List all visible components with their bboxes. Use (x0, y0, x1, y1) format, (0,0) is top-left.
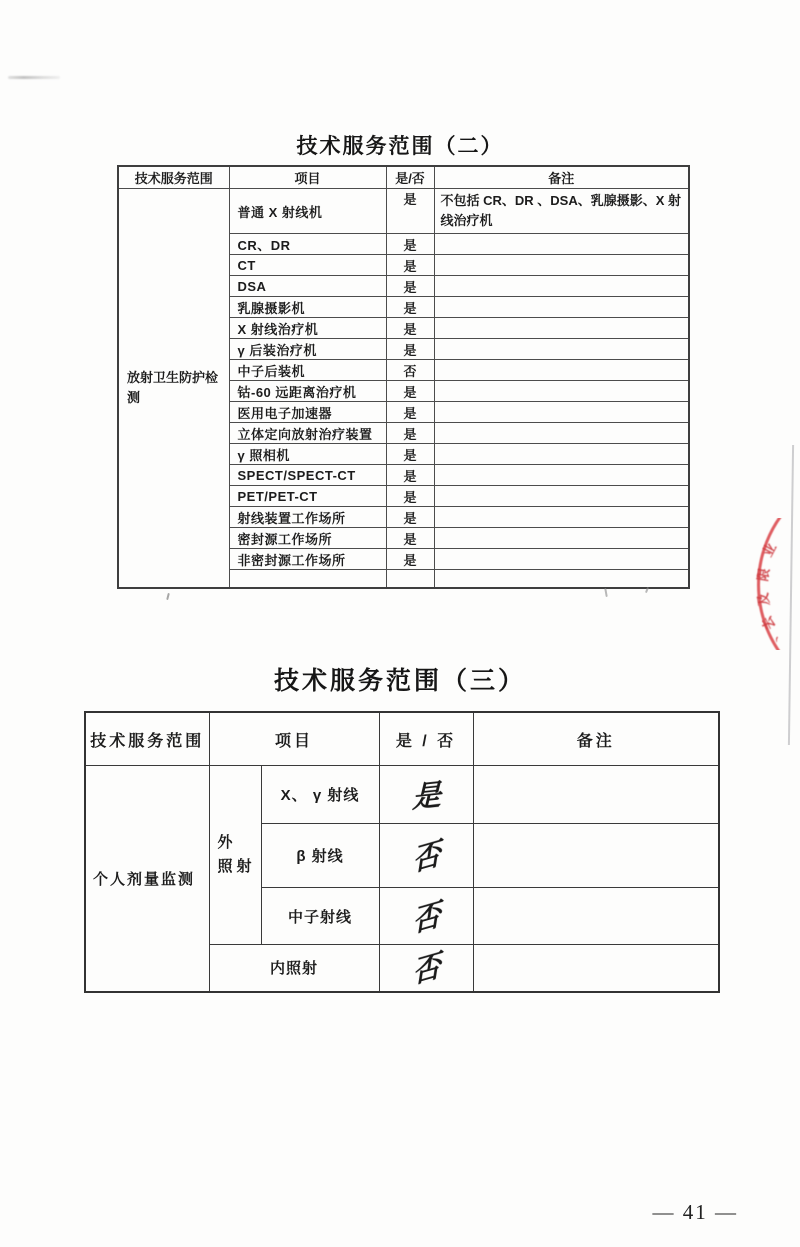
item-cell: β 射线 (261, 824, 379, 888)
yesno-cell: 是 (386, 465, 434, 486)
remark-cell (434, 276, 689, 297)
remark-cell (434, 444, 689, 465)
remark-cell (434, 528, 689, 549)
scope-cell: 放射卫生防护检测 (118, 189, 229, 588)
table2-header-yesno: 是/否 (386, 166, 434, 189)
scan-stray-mark (604, 588, 608, 597)
item-cell: 中子射线 (261, 888, 379, 945)
remark-cell (434, 255, 689, 276)
item-cell: 非密封源工作场所 (229, 549, 386, 570)
seal-glyph: 及 (755, 591, 772, 607)
item-cell (229, 570, 386, 588)
yesno-cell: 是 (386, 189, 434, 234)
remark-cell (434, 507, 689, 528)
yesno-cell: 是 (386, 276, 434, 297)
item-cell: CR、DR (229, 234, 386, 255)
yesno-cell: 是 (386, 297, 434, 318)
remark-cell (434, 360, 689, 381)
remark-cell (434, 465, 689, 486)
yesno-cell (386, 570, 434, 588)
table3-header-item: 项目 (209, 712, 379, 766)
remark-cell (434, 570, 689, 588)
item-cell: 密封源工作场所 (229, 528, 386, 549)
technical-service-scope-table-2 (117, 165, 690, 589)
yesno-cell: 是 (386, 255, 434, 276)
yesno-cell: 是 (386, 423, 434, 444)
seal-glyph: 业 (759, 540, 780, 560)
technical-service-scope-table-3 (84, 711, 720, 993)
table3-title: 技术服务范围（三） (273, 667, 526, 695)
seal-glyph: 限 (754, 566, 773, 583)
item-cell: X、 γ 射线 (261, 766, 379, 824)
yesno-cell (379, 824, 473, 888)
seal-glyph: 去 (758, 613, 779, 633)
table2-title: 技术服务范围（二） (296, 135, 504, 158)
yesno-cell: 是 (386, 381, 434, 402)
remark-cell (434, 381, 689, 402)
yesno-cell: 否 (386, 360, 434, 381)
remark-cell (473, 766, 719, 824)
yesno-cell (379, 945, 473, 992)
remark-cell (434, 339, 689, 360)
remark-cell (434, 423, 689, 444)
remark-cell (434, 402, 689, 423)
item-cell: γ 照相机 (229, 444, 386, 465)
handwritten-no-mark: 否 (410, 835, 442, 879)
table3-header-scope: 技术服务范围 (85, 712, 209, 766)
table3-header-row (85, 712, 719, 766)
page-number: — 41 — (652, 1200, 738, 1224)
item-cell: CT (229, 255, 386, 276)
item-cell: γ 后装治疗机 (229, 339, 386, 360)
remark-cell (434, 234, 689, 255)
scan-smudge-artifact (8, 76, 60, 79)
item-cell: 医用电子加速器 (229, 402, 386, 423)
handwritten-yes-mark: 是 (411, 777, 441, 815)
handwritten-no-mark: 否 (410, 947, 442, 991)
remark-cell (434, 549, 689, 570)
scan-stray-mark (166, 593, 170, 600)
scan-stray-mark (645, 587, 649, 593)
table2-header-row (118, 166, 689, 189)
item-cell: SPECT/SPECT-CT (229, 465, 386, 486)
remark-cell (473, 888, 719, 945)
scope-cell: 个人剂量监测 (85, 766, 209, 992)
item-cell: X 射线治疗机 (229, 318, 386, 339)
yesno-cell: 是 (386, 549, 434, 570)
remark-cell (473, 945, 719, 992)
remark-cell: 不包括 CR、DR 、DSA、乳腺摄影、X 射线治疗机 (434, 189, 689, 234)
table2-header-remark: 备注 (434, 166, 689, 189)
yesno-cell: 是 (386, 486, 434, 507)
item-cell: 中子后装机 (229, 360, 386, 381)
yesno-cell: 是 (386, 444, 434, 465)
handwritten-no-mark: 否 (410, 896, 442, 939)
table-row (85, 766, 719, 824)
yesno-cell: 是 (386, 234, 434, 255)
yesno-cell (379, 888, 473, 945)
yesno-cell: 是 (386, 318, 434, 339)
remark-cell (434, 486, 689, 507)
item-cell: 立体定向放射治疗装置 (229, 423, 386, 444)
table-row (118, 189, 689, 234)
yesno-cell: 是 (386, 339, 434, 360)
item-cell: 射线装置工作场所 (229, 507, 386, 528)
remark-cell (473, 824, 719, 888)
table2-header-item: 项目 (229, 166, 386, 189)
remark-cell (434, 297, 689, 318)
remark-cell (434, 318, 689, 339)
internal-exposure-cell: 内照射 (209, 945, 379, 992)
table2-header-scope: 技术服务范围 (118, 166, 229, 189)
item-cell: 钴-60 远距离治疗机 (229, 381, 386, 402)
yesno-cell: 是 (386, 528, 434, 549)
item-cell: 普通 X 射线机 (229, 189, 386, 234)
item-cell: 乳腺摄影机 (229, 297, 386, 318)
table3-header-remark: 备注 (473, 712, 719, 766)
yesno-cell: 是 (386, 507, 434, 528)
external-exposure-cell: 外 照射 (209, 766, 261, 945)
item-cell: DSA (229, 276, 386, 297)
yesno-cell (379, 766, 473, 824)
table3-header-yesno: 是 / 否 (379, 712, 473, 766)
seal-glyph: 丶 (771, 630, 786, 646)
yesno-cell: 是 (386, 402, 434, 423)
item-cell: PET/PET-CT (229, 486, 386, 507)
